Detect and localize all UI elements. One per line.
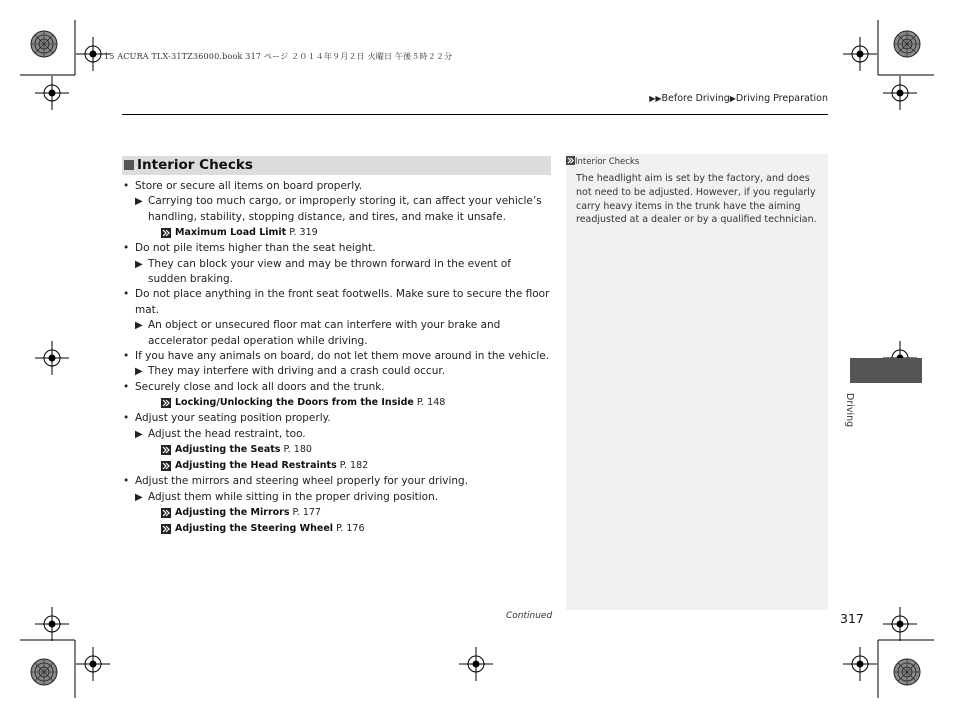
registration-rosette-icon — [31, 31, 57, 57]
triangle-arrow-icon: ▶ — [135, 320, 143, 332]
reference-page: P. 319 — [289, 227, 318, 239]
list-item: • Do not place anything in the front seat footwells. Make sure to secure the floor mat. — [122, 287, 552, 318]
sub-item-text: Carrying too much cargo, or improperly storing it, can affect your vehicle’s handling, stability, stopping distance, and tires, and make it unsafe. — [148, 195, 542, 223]
section-title: Interior Checks — [137, 157, 253, 173]
list-item: • Do not pile items higher than the seat height. — [122, 241, 552, 256]
reference-page: P. 176 — [336, 522, 365, 534]
triangle-arrow-icon: ▶ — [135, 366, 143, 378]
reference-arrow-icon — [161, 508, 171, 518]
triangle-arrow-icon: ▶ — [135, 491, 143, 503]
reference-page: P. 182 — [339, 460, 369, 472]
sub-item-text: An object or unsecured floor mat can interfere with your brake and accelerator pedal operation while driving. — [148, 319, 501, 347]
reference-arrow-icon — [161, 524, 171, 534]
reference-arrow-icon — [161, 461, 171, 471]
triangle-arrow-icon: ▶ — [135, 196, 143, 208]
reference-link[interactable] — [122, 395, 552, 411]
sub-item-text: They can block your view and may be thrown forward in the event of sudden braking. — [148, 257, 512, 286]
section-header — [122, 156, 551, 175]
reference-page: P. 180 — [283, 444, 312, 456]
reference-link[interactable] — [122, 505, 552, 521]
sub-item-text: They may interfere with driving and a crash could occur. — [148, 365, 446, 378]
reference-arrow-icon — [161, 445, 171, 455]
reference-label: Adjusting the Steering Wheel — [175, 522, 334, 534]
side-note-body: The headlight aim is set by the factory, and does not need to be adjusted. However, if you regularly carry heavy items in the trunk have the aiming readjusted at a dealer or by a qualified technician. — [576, 173, 817, 226]
registration-rosette-icon — [894, 31, 920, 57]
breadcrumb-separator: ▶ — [729, 94, 736, 103]
registration-rosette-icon — [894, 659, 920, 685]
side-note-title — [566, 156, 639, 167]
breadcrumb-part2[interactable]: Driving Preparation — [735, 93, 828, 104]
page-number: 317 — [840, 611, 864, 626]
sub-item — [122, 427, 552, 442]
reference-arrow-icon — [161, 398, 171, 408]
continued-label: Continued — [506, 611, 553, 621]
breadcrumb-part1[interactable]: Before Driving — [661, 93, 730, 104]
reference-label: Adjusting the Mirrors — [175, 506, 290, 518]
main-content — [122, 179, 552, 537]
reference-page: P. 177 — [292, 506, 321, 518]
registration-rosette-icon — [31, 659, 57, 685]
sub-item — [122, 318, 552, 349]
list-item: • Securely close and lock all doors and the trunk. — [122, 380, 552, 395]
triangle-arrow-icon: ▶ — [135, 428, 143, 440]
reference-label: Locking/Unlocking the Doors from the Inside — [175, 397, 414, 409]
reference-label: Adjusting the Seats — [175, 444, 281, 456]
chapter-tab-label: Driving — [844, 393, 855, 428]
breadcrumb — [649, 93, 828, 104]
side-note-title-text: Interior Checks — [575, 157, 640, 167]
print-header: 15 ACURA TLX-31TZ36000.book 317 ページ ２０１４年９月２日 火曜日 午後５時２２分 — [104, 52, 453, 61]
sub-item-text: Adjust them while sitting in the proper driving position. — [148, 490, 439, 503]
reference-page: P. 148 — [416, 397, 446, 409]
list-item: • Adjust the mirrors and steering wheel properly for your driving. — [122, 474, 552, 489]
sub-item — [122, 257, 552, 288]
triangle-arrow-icon: ▶ — [135, 258, 143, 270]
reference-arrow-icon — [566, 156, 575, 165]
section-square-icon — [124, 160, 134, 170]
reference-label: Adjusting the Head Restraints — [175, 460, 337, 472]
reference-arrow-icon — [161, 228, 171, 238]
reference-link[interactable] — [122, 442, 552, 458]
reference-link[interactable] — [122, 521, 552, 537]
chapter-tab[interactable] — [850, 358, 922, 383]
list-item: • Store or secure all items on board properly. — [122, 179, 552, 194]
sub-item — [122, 364, 552, 379]
breadcrumb-arrows: ▶▶ — [649, 94, 662, 103]
reference-link[interactable] — [122, 458, 552, 474]
reference-label: Maximum Load Limit — [175, 227, 287, 239]
header-rule — [122, 114, 828, 115]
list-item: • Adjust your seating position properly. — [122, 411, 552, 426]
reference-link[interactable] — [122, 225, 552, 241]
sub-item — [122, 490, 552, 505]
list-item: • If you have any animals on board, do not let them move around in the vehicle. — [122, 349, 552, 364]
sub-item-text: Adjust the head restraint, too. — [148, 427, 306, 440]
sub-item — [122, 194, 552, 225]
